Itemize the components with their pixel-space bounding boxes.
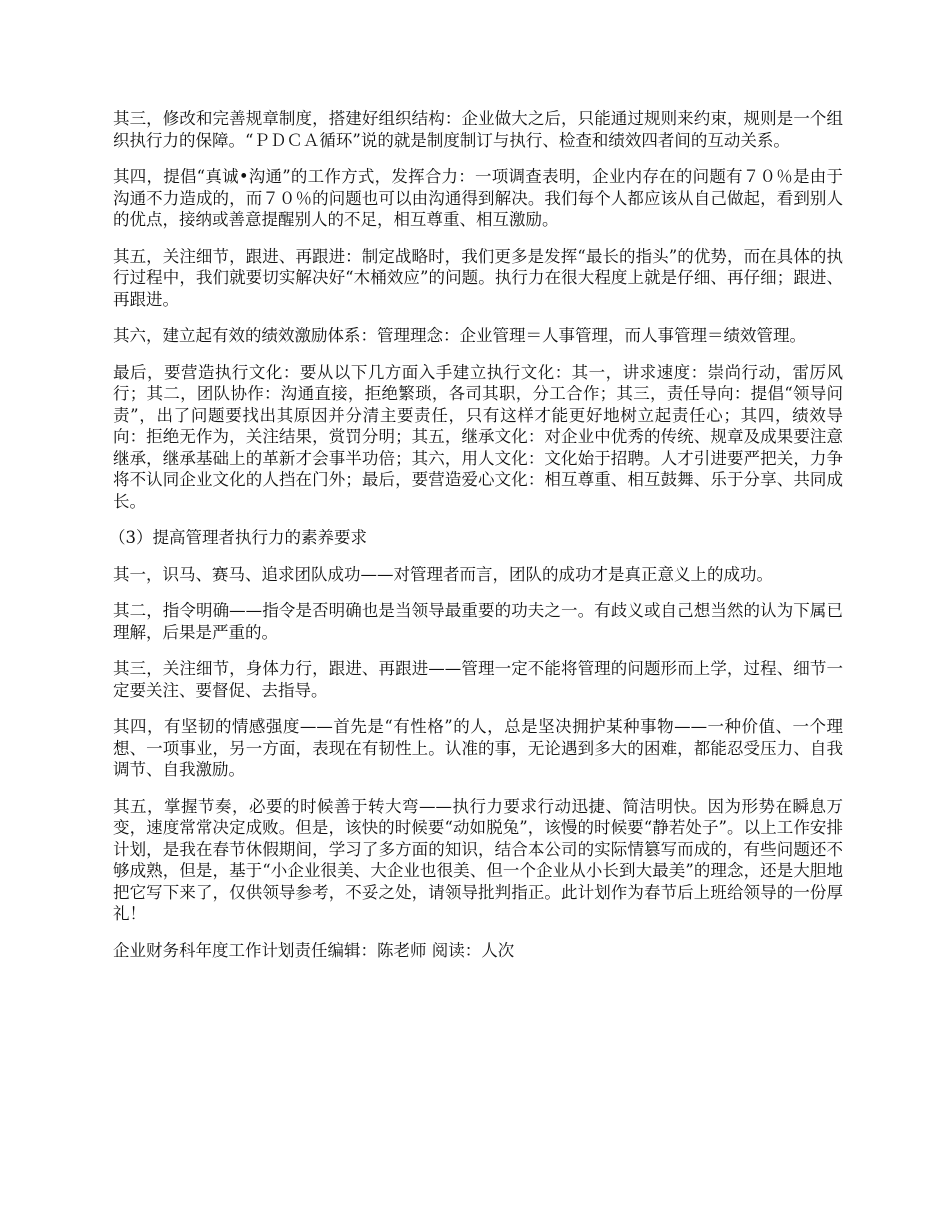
paragraph-rhythm-conclusion: 其五，掌握节奏，必要的时候善于转大弯——执行力要求行动迅捷、简洁明快。因为形势在瞬息万变，速度常常决定成败。但是，该快的时候要“动如脱兔”，该慢的时候要“静若处子”。以上工作安排计划，是我在春节休假期间，学习了多方面的知识，结合本公司的实际情篡写而成的，有些问题还不够成熟，但是，基于“小企业很美、大企业也很美、但一个企业从小长到大最美”的理念，还是大胆地把它写下来了，仅供领导参考，不妥之处，请领导批判指正。此计划作为春节后上班给领导的一份厚礼！ — [113, 796, 843, 923]
paragraph-rules-structure: 其三，修改和完善规章制度，搭建好组织结构：企业做大之后，只能通过规则来约束，规则是一个组织执行力的保障。“ＰＤＣＡ循环”说的就是制度制订与执行、检查和绩效四者间的互动关系。 — [113, 109, 843, 150]
footer-editor-line: 企业财务科年度工作计划责任编辑：陈老师 阅读：人次 — [113, 940, 515, 960]
paragraph-emotional-strength: 其四，有坚韧的情感强度——首先是“有性格”的人，总是坚决拥护某种事物——一种价值、一个理想、一项事业，另一方面，表现在有韧性上。认准的事，无论遇到多大的困难，都能忍受压力、自我调节、自我激励。 — [113, 717, 843, 779]
document-body — [109, 108, 843, 976]
section-heading-manager-qualities: （3）提高管理者执行力的素养要求 — [109, 528, 367, 547]
paragraph-lead-by-example: 其三，关注细节，身体力行，跟进、再跟进——管理一定不能将管理的问题形而上学，过程、细节一定要关注、要督促、去指导。 — [113, 659, 843, 700]
paragraph-team-success: 其一，识马、赛马、追求团队成功——对管理者而言，团队的成功才是真正意义上的成功。 — [113, 564, 773, 584]
paragraph-communication: 其四，提倡“真诚•沟通”的工作方式，发挥合力：一项调查表明，企业内存在的问题有７０％是由于沟通不力造成的，而７０％的问题也可以由沟通得到解决。我们每个人都应该从自己做起，看到别人的优点，接纳或善意提醒别人的不足，相互尊重、相互激励。 — [113, 167, 843, 229]
paragraph-performance-incentive: 其六，建立起有效的绩效激励体系：管理理念：企业管理＝人事管理，而人事管理＝绩效管理。 — [113, 326, 806, 345]
paragraph-details-follow-up: 其五，关注细节，跟进、再跟进：制定战略时，我们更多是发挥“最长的指头”的优势，而在具体的执行过程中，我们就要切实解决好“木桶效应”的问题。执行力在很大程度上就是仔细、再仔细；跟进、再跟进。 — [113, 246, 843, 309]
paragraph-execution-culture: 最后，要营造执行文化：要从以下几方面入手建立执行文化：其一，讲求速度：崇尚行动，雷厉风行；其二，团队协作：沟通直接，拒绝繁琐，各司其职，分工合作；其三，责任导向：提倡“领导问责”，出了问题要找出其原因并分清主要责任，只有这样才能更好地树立起责任心；其四，绩效导向：拒绝无作为，关注结果，赏罚分明；其五，继承文化：对企业中优秀的传统、规章及成果要注意继承，继承基础上的革新才会事半功倍；其六，用人文化：文化始于招聘。人才引进要严把关，力争将不认同企业文化的人挡在门外；最后，要营造爱心文化：相互尊重、相互鼓舞、乐于分享、共同成长。 — [113, 362, 843, 511]
paragraph-clear-instructions: 其二，指令明确——指令是否明确也是当领导最重要的功夫之一。有歧义或自己想当然的认为下属已理解，后果是严重的。 — [113, 601, 843, 642]
